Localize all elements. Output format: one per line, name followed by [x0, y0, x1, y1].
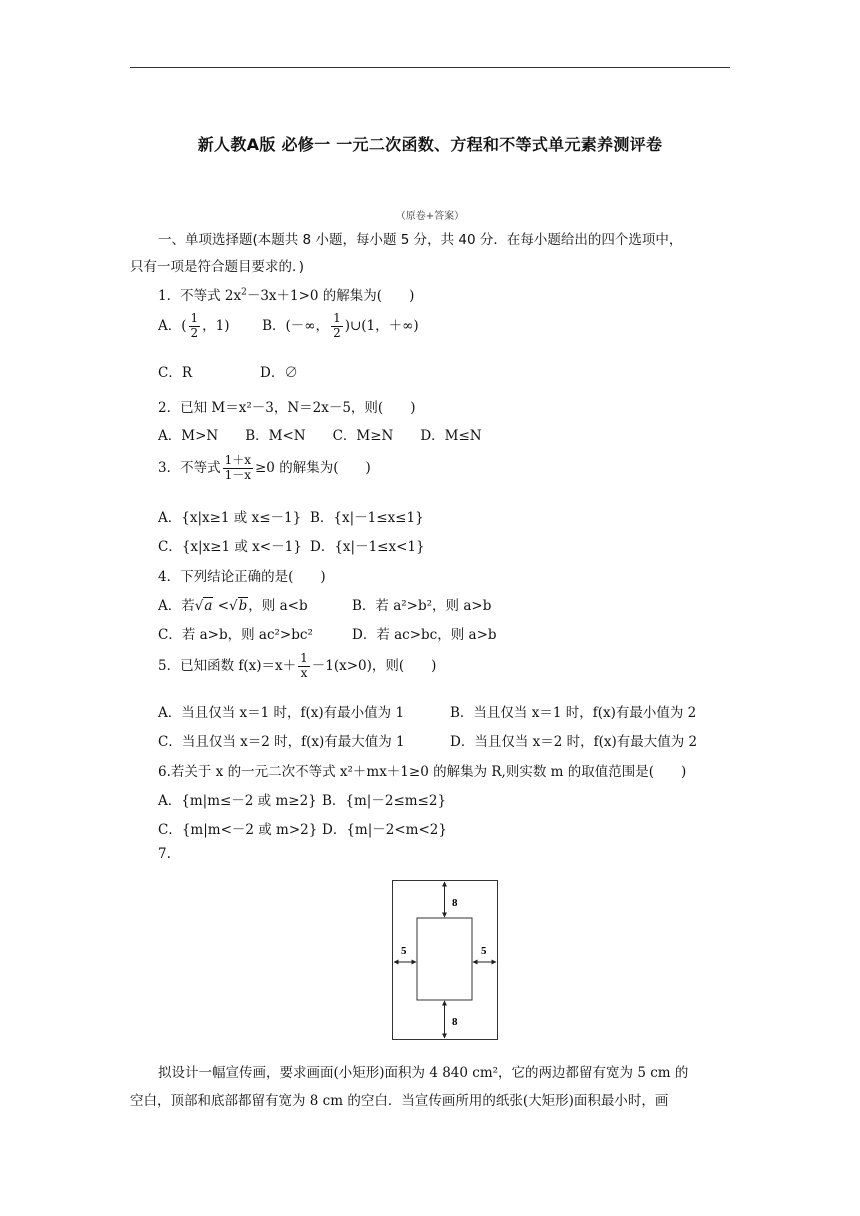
question-6-stem: 6.若关于 x 的一元二次不等式 x²＋mx＋1≥0 的解集为 R,则实数 m 的取值范围是( ) [158, 764, 687, 780]
question-1-options-cd [130, 361, 778, 381]
section-heading-line1 [130, 228, 750, 248]
q1-option-b: B．(－∞， $\frac{1}{2}$ )∪(1，＋∞) [262, 311, 419, 340]
section-heading-line2: 只有一项是符合题目要求的．) [130, 259, 305, 275]
question-4-options-ab [130, 594, 778, 614]
sqrt-symbol: √a [194, 598, 213, 614]
q3-option-d: D．{x|－1≤x<1} [310, 539, 425, 555]
q1-option-a: A．( $\frac{1}{2}$ ，1) [158, 311, 230, 340]
question-6-options-ab [130, 789, 778, 809]
inner-rectangle [417, 918, 472, 1000]
q3-option-c: C．{x|x≥1 或 x<－1} [158, 539, 302, 555]
question-1-options-ab [130, 312, 778, 341]
question-5-options-cd [130, 730, 778, 750]
q5-option-a: A．当且仅当 x＝1 时，f(x)有最小值为 1 [158, 705, 405, 721]
left-margin-label: 5 [401, 945, 407, 957]
q1-option-d: D．∅ [260, 365, 298, 381]
q5-option-d: D．当且仅当 x＝2 时，f(x)有最大值为 2 [450, 734, 698, 750]
question-7-number: 7. [158, 846, 171, 862]
top-margin-label: 8 [452, 897, 458, 909]
section-heading-text: 一、单项选择题(本题共 8 小题，每小题 5 分，共 40 分．在每小题给出的四个选项中， [158, 232, 683, 248]
question-2-stem: 2．已知 M＝x²－3，N＝2x－5，则( ) [158, 400, 416, 416]
q1-option-c: C．R [158, 365, 192, 381]
header-rule [130, 67, 730, 68]
q4-option-c: C．若 a>b，则 ac²>bc² [158, 627, 313, 643]
page-title: 新人教A版 必修一 一元二次函数、方程和不等式单元素养测评卷 [197, 135, 663, 154]
question-3-stem: 3．不等式 $\frac{1+x}{1-x}$ ≥0 的解集为( ) [158, 453, 371, 482]
q3-option-a: A．{x|x≥1 或 x≤－1} [158, 510, 302, 526]
q4-option-a: A．若√a <√b，则 a<b [158, 598, 308, 614]
question-5-stem: 5．已知函数 f(x)＝x＋ $\frac{1}{x}$ －1(x>0)，则( ) [158, 651, 437, 680]
q3-option-b: B．{x|－1≤x≤1} [310, 510, 424, 526]
question-3-options-cd [130, 535, 778, 555]
question-7-text-line2: 空白，顶部和底部都留有宽为 8 cm 的空白．当宣传画所用的纸张(大矩形)面积最小时，画 [130, 1093, 669, 1109]
question-7-text-line1: 拟设计一幅宣传画，要求画面(小矩形)面积为 4 840 cm²，它的两边都留有宽为 5 cm 的 [158, 1065, 689, 1081]
question-3-options-ab [130, 506, 778, 526]
q6-option-d: D．{m|－2<m<2} [322, 822, 447, 838]
q5-option-b: B．当且仅当 x＝1 时，f(x)有最小值为 2 [450, 705, 697, 721]
question-1-stem: 1．不等式 $2x^2-3x+1>0$ 的解集为( ) [158, 287, 415, 304]
q4-option-d: D．若 ac>bc，则 a>b [352, 627, 497, 643]
q6-option-c: C．{m|m<－2 或 m>2} [158, 822, 318, 838]
q6-option-b: B．{m|－2≤m≤2} [322, 793, 447, 809]
q6-option-a: A．{m|m≤－2 或 m≥2} [158, 793, 317, 809]
subtitle-note: （原卷+答案） [395, 211, 465, 222]
question-5-options-ab [130, 701, 778, 721]
question-6-options-cd [130, 818, 778, 838]
poster-diagram [392, 880, 498, 1040]
question-4-stem: 4．下列结论正确的是( ) [158, 569, 326, 585]
q4-option-b: B．若 a²>b²，则 a>b [352, 598, 492, 614]
right-margin-label: 5 [481, 945, 487, 957]
question-2-options: A．M>N B．M<N C．M≥N D．M≤N [158, 428, 482, 444]
question-4-options-cd [130, 623, 778, 643]
bottom-margin-label: 8 [452, 1016, 458, 1028]
q5-option-c: C．当且仅当 x＝2 时，f(x)有最大值为 1 [158, 734, 405, 750]
